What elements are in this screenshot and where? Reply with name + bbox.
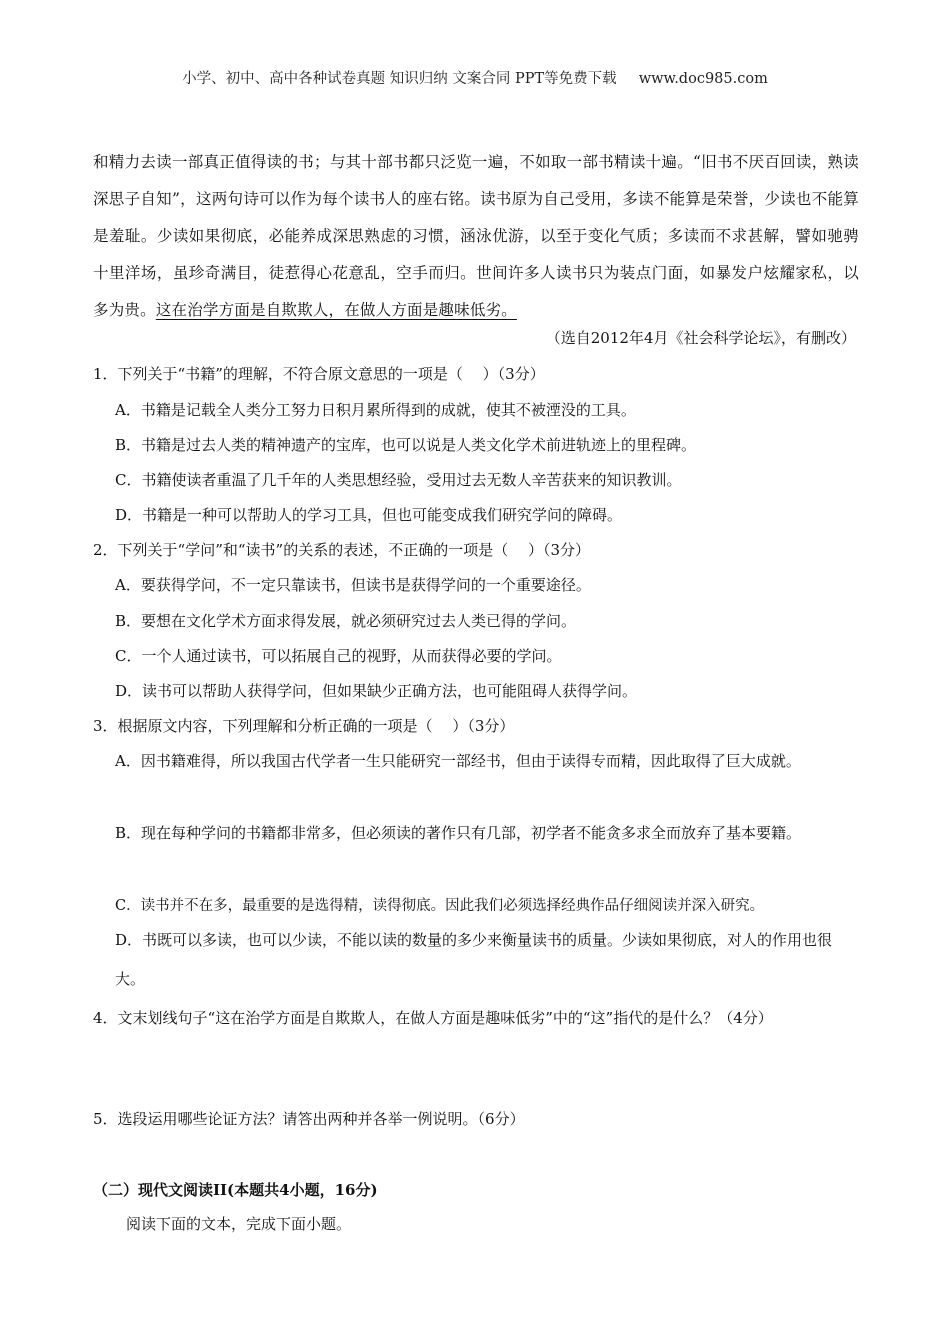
passage-body: 和精力去读一部真正值得读的书；与其十部书都只泛览一遍，不如取一部书精读十遍。“旧书不厌百回读，熟读深思子自知”，这两句诗可以作为每个读书人的座右铭。读书原为自己受用，多读不能算是荣誉，少读也不能算是羞耻。少读如果彻底，必能养成深思熟虑的习惯，涵泳优游，以至于变化气质；多读而不求甚解，譬如驰骋十里洋场，虽珍奇满目，徒惹得心花意乱，空手而归。世间许多人读书只为装点门面，如暴发户炫耀家私，以多为贵。 [93, 153, 859, 319]
question-2-option-b: B．要想在文化学术方面求得发展，就必须研究过去人类已得的学问。 [115, 612, 577, 630]
page-header [0, 69, 950, 89]
question-1-option-b: B．书籍是过去人类的精神遗产的宝库，也可以说是人类文化学术前进轨迹上的里程碑。 [115, 436, 697, 454]
question-1-option-c: C．书籍使读者重温了几千年的人类思想经验，受用过去无数人辛苦获来的知识教训。 [115, 471, 682, 489]
question-2-stem: 2．下列关于“学问”和“读书”的关系的表述，不正确的一项是（ ）（3分） [93, 541, 591, 559]
reading-passage [93, 144, 859, 329]
question-3-stem: 3．根据原文内容，下列理解和分析正确的一项是（ ）（3分） [93, 717, 515, 735]
question-1-option-a: A．书籍是记载全人类分工努力日积月累所得到的成就，使其不被湮没的工具。 [115, 401, 636, 419]
question-3-option-b: B．现在每种学问的书籍都非常多，但必须读的著作只有几部，初学者不能贪多求全而放弃了基本要籍。 [115, 824, 802, 842]
header-text: 小学、初中、高中各种试卷真题 知识归纳 文案合同 PPT等免费下载 [182, 71, 617, 87]
header-url[interactable]: www.doc985.com [638, 71, 768, 87]
question-5-stem: 5．选段运用哪些论证方法？请答出两种并各举一例说明。（6分） [93, 1110, 525, 1128]
question-3-option-d: D．书既可以多读，也可以少读，不能以读的数量的多少来衡量读书的质量。少读如果彻底，对人的作用也很大。 [115, 931, 833, 988]
question-2-option-d: D．读书可以帮助人获得学问，但如果缺少正确方法，也可能阻碍人获得学问。 [115, 682, 638, 700]
section-intro: 阅读下面的文本，完成下面小题。 [126, 1215, 352, 1233]
question-2-option-c: C．一个人通过读书，可以拓展自己的视野，从而获得必要的学问。 [115, 647, 562, 665]
question-2-option-a: A．要获得学问，不一定只靠读书，但读书是获得学问的一个重要途径。 [115, 576, 591, 594]
passage-source: （选自2012年4月《社会科学论坛》，有删改） [545, 329, 856, 347]
question-4-stem: 4．文末划线句子“这在治学方面是自欺欺人，在做人方面是趣味低劣”中的“这”指代的是什么？（4分） [93, 1009, 773, 1027]
underlined-sentence: 这在治学方面是自欺欺人，在做人方面是趣味低劣。 [155, 301, 517, 319]
question-1-stem: 1．下列关于“书籍”的理解，不符合原文意思的一项是（ ）（3分） [93, 365, 545, 383]
question-1-option-d: D．书籍是一种可以帮助人的学习工具，但也可能变成我们研究学问的障碍。 [115, 506, 623, 524]
question-3-option-c: C．读书并不在多，最重要的是选得精，读得彻底。因此我们必须选择经典作品仔细阅读并深入研究。 [115, 898, 765, 914]
section-title: （二）现代文阅读II(本题共4小题，16分) [93, 1181, 378, 1199]
question-3-option-a: A．因书籍难得，所以我国古代学者一生只能研究一部经书，但由于读得专而精，因此取得了巨大成就。 [115, 752, 801, 770]
